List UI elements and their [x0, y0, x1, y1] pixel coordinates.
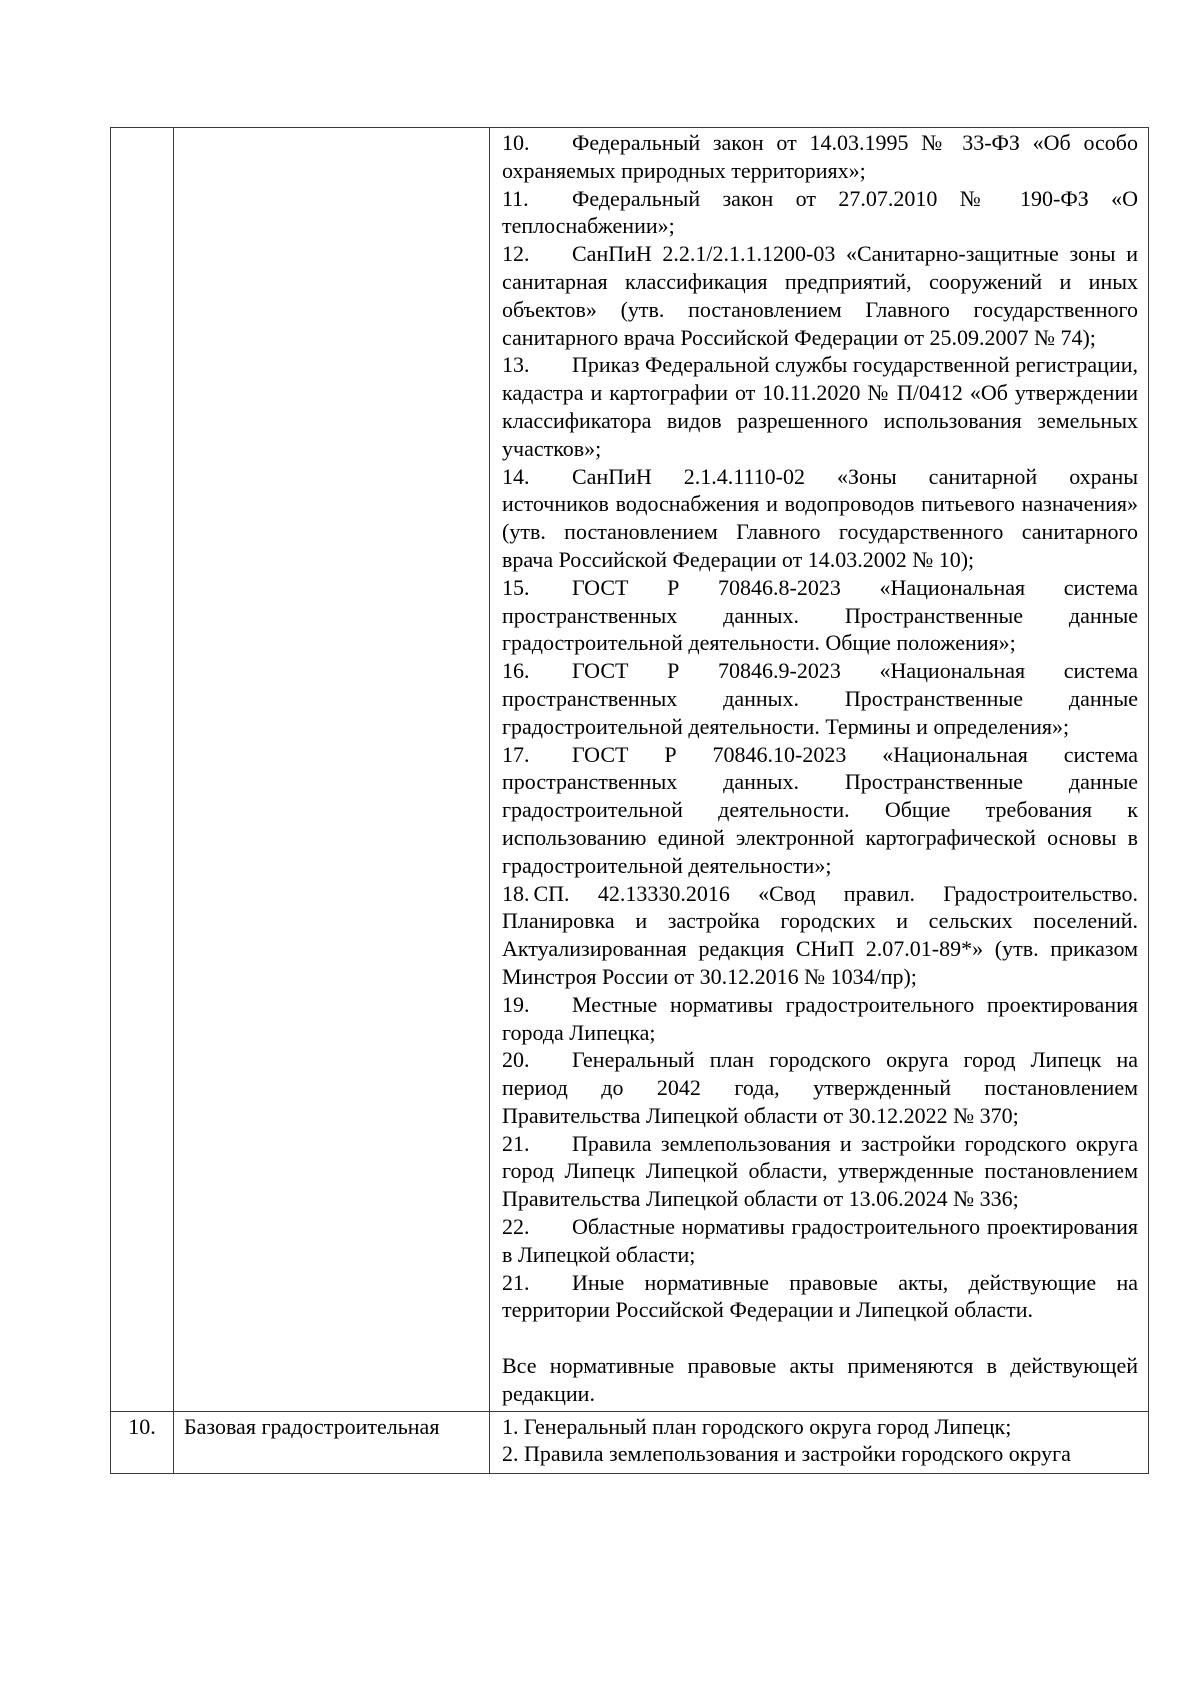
list-item: 14. СанПиН 2.1.4.1110-02 «Зоны санитарной охраны источников водоснабжения и водопроводов питьевого назначения» (утв. постановлением Главного государственного санитарного врача Российской Федерации от 14.03.2002 № 10); [502, 463, 1138, 572]
footer-note: Все нормативные правовые акты применяются в действующей редакции. [502, 1353, 1138, 1406]
list-item: 11. Федеральный закон от 27.07.2010 № 190-ФЗ «О теплоснабжении»; [502, 185, 1138, 239]
row-name: Базовая градостроительная [184, 1413, 440, 1439]
requirements-table [110, 127, 1149, 1474]
list-item: 1. Генеральный план городского округа город Липецк; [502, 1413, 1012, 1439]
table-row [111, 128, 1149, 1412]
list-item: 22. Областные нормативы градостроительного проектирования в Липецкой области; [502, 1214, 1138, 1267]
list-item: 15. ГОСТ Р 70846.8-2023 «Национальная система пространственных данных. Пространственные данные градостроительной деятельности. Общие положения»; [502, 574, 1138, 656]
spacer [502, 1324, 1138, 1352]
row-number-cell [111, 128, 174, 1412]
list-item: 13. Приказ Федеральной службы государственной регистрации, кадастра и картографии от 10.11.2020 № П/0412 «Об утверждении классификатора видов разрешенного использования земельных участков»; [502, 352, 1138, 461]
list-item: 17. ГОСТ Р 70846.10-2023 «Национальная система пространственных данных. Пространственные данные градостроительной деятельности. Общие требования к использованию единой электронной картографической основы в градостроительной деятельности»; [502, 741, 1138, 878]
list-item: 19. Местные нормативы градостроительного проектирования города Липецка; [502, 991, 1138, 1045]
table-row [111, 1411, 1149, 1473]
row-content-cell [490, 128, 1149, 1412]
list-item: 10. Федеральный закон от 14.03.1995 № 33-ФЗ «Об особо охраняемых природных территориях»; [502, 130, 1138, 183]
list-item: 12. СанПиН 2.2.1/2.1.1.1200-03 «Санитарно-защитные зоны и санитарная классификация предприятий, сооружений и иных объектов» (утв. постановлением Главного государственного санитарного врача Российской Федерации от 25.09.2007 № 74); [502, 241, 1138, 350]
row-name-cell [174, 128, 490, 1412]
row-number: 10. [128, 1413, 156, 1439]
list-item: 21. Иные нормативные правовые акты, действующие на территории Российской Федерации и Липецкой области. [502, 1269, 1138, 1323]
row-name-cell [174, 1411, 490, 1473]
list-item: 21. Правила землепользования и застройки городского округа город Липецк Липецкой области, утвержденные постановлением Правительства Липецкой области от 13.06.2024 № 336; [502, 1130, 1138, 1212]
row-content-cell [490, 1411, 1149, 1473]
list-item: 2. Правила землепользования и застройки городского округа [502, 1441, 1071, 1467]
list-item: 16. ГОСТ Р 70846.9-2023 «Национальная система пространственных данных. Пространственные данные градостроительной деятельности. Термины и определения»; [502, 658, 1138, 739]
row-number-cell [111, 1411, 174, 1473]
list-item: 18. СП. 42.13330.2016 «Свод правил. Градостроительство. Планировка и застройка городских и сельских поселений. Актуализированная редакция СНиП 2.07.01-89*» (утв. приказом Минстроя России от 30.12.2016 № 1034/пр); [502, 880, 1138, 989]
list-item: 20. Генеральный план городского округа город Липецк на период до 2042 года, утвержденный постановлением Правительства Липецкой области от 30.12.2022 № 370; [502, 1047, 1138, 1128]
